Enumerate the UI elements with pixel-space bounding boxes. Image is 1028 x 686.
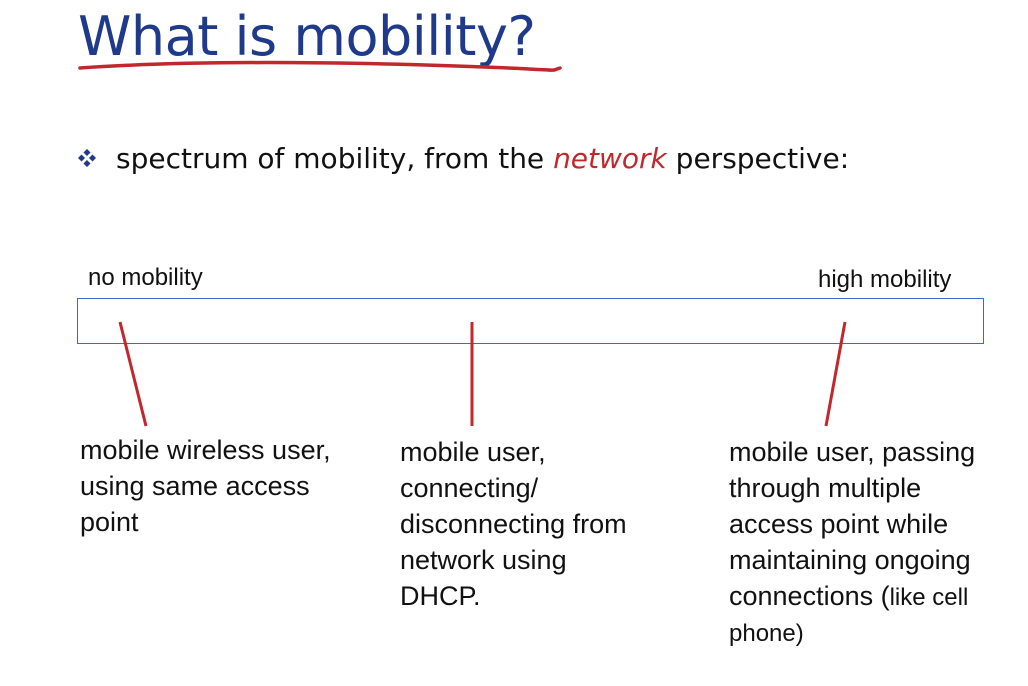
- case-high-mobility-description: [729, 434, 975, 652]
- no-mobility-label: no mobility: [88, 264, 203, 291]
- case-line: network using: [400, 545, 567, 575]
- bullet-text-prefix: spectrum of mobility, from the: [116, 141, 554, 175]
- bullet-point: [78, 138, 849, 178]
- case-dhcp-description: [400, 434, 627, 614]
- case-line: phone): [729, 620, 804, 647]
- case-no-mobility-description: [80, 432, 331, 540]
- case-line: maintaining ongoing: [729, 545, 971, 575]
- case-line: mobile user, passing: [729, 437, 976, 467]
- case-line: through multiple: [729, 473, 922, 503]
- case-line: DHCP.: [400, 581, 481, 611]
- case-line-small: like cell: [889, 584, 969, 611]
- case-line: mobile wireless user,: [80, 435, 331, 465]
- case-line: access point while: [729, 509, 949, 539]
- high-mobility-label: high mobility: [818, 266, 952, 293]
- diamond-bullet-icon: [78, 149, 96, 167]
- case-line: point: [80, 507, 139, 537]
- bullet-text-emphasis: network: [553, 141, 667, 175]
- case-line-prefix: connections (: [729, 581, 890, 611]
- case-line: [729, 578, 975, 616]
- case-line: mobile user,: [400, 437, 546, 467]
- slide-title: What is mobility?: [78, 5, 536, 68]
- case-line: disconnecting from: [400, 509, 627, 539]
- mobility-spectrum-bar: [77, 298, 984, 344]
- case-line: using same access: [80, 471, 310, 501]
- case-line: connecting/: [400, 473, 539, 503]
- bullet-text: [116, 142, 849, 175]
- title-underline: [76, 56, 566, 80]
- bullet-text-suffix: perspective:: [666, 141, 850, 175]
